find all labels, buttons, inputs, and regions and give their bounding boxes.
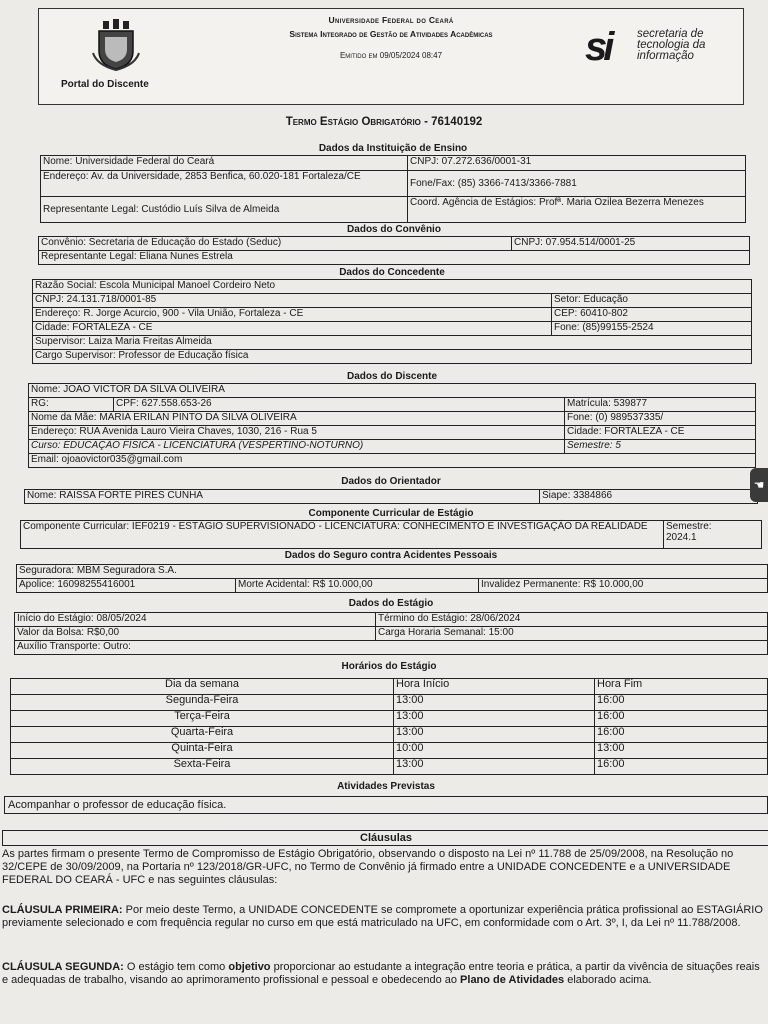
disc-curso: Curso: EDUCAÇÃO FÍSICA - LICENCIATURA (VESPERTINO-NOTURNO): [29, 440, 565, 454]
clausulas-title-box: [2, 830, 768, 846]
est-carga: Carga Horaria Semanal: 15:00: [376, 627, 768, 641]
table-instituicao: [40, 155, 746, 223]
sched-day: Segunda-Feira: [11, 695, 394, 711]
est-bolsa: Valor da Bolsa: R$0,00: [15, 627, 376, 641]
section-title-orientador: Dados do Orientador: [341, 476, 441, 487]
clausula-segunda: [2, 961, 766, 987]
conv-convenio: Convênio: Secretaria de Educação do Estado (Seduc): [39, 237, 512, 251]
sched-end: 16:00: [595, 711, 768, 727]
disc-mae: Nome da Mãe: MARIA ERILAN PINTO DA SILVA OLIVEIRA: [29, 412, 565, 426]
ori-siape: Siape: 3384866: [540, 490, 758, 504]
inst-coord: Coord. Agência de Estágios: Profª. Maria Ozilea Bezerra Menezes: [408, 197, 746, 223]
disc-semestre: Semestre: 5: [565, 440, 756, 454]
table-convenio: [38, 236, 750, 265]
conc-supervisor: Supervisor: Laiza Maria Freitas Almeida: [33, 336, 752, 350]
disc-email: Email: ojoaovictor035@gmail.com: [29, 454, 756, 468]
sched-day: Quarta-Feira: [11, 727, 394, 743]
seg-apolice: Apolice: 16098255416001: [17, 579, 236, 593]
sched-header-end: Hora Fim: [595, 679, 768, 695]
section-title-clausulas: Cláusulas: [360, 832, 412, 844]
inst-representante: Representante Legal: Custódio Luís Silva de Almeida: [41, 197, 408, 223]
section-title-instituicao: Dados da Instituição de Ensino: [318, 143, 468, 154]
conc-cnpj: CNPJ: 24.131.718/0001-85: [33, 294, 552, 308]
ori-nome: Nome: RAISSA FORTE PIRES CUNHA: [25, 490, 540, 504]
clausula-segunda-text3: elaborado acima.: [564, 974, 652, 986]
sched-start: 13:00: [394, 711, 595, 727]
section-title-convenio: Dados do Convênio: [347, 224, 441, 235]
inst-cnpj: CNPJ: 07.272.636/0001-31: [408, 156, 746, 171]
table-estagio: [14, 612, 768, 655]
table-row: [11, 759, 768, 775]
disc-cidade: Cidade: FORTALEZA - CE: [565, 426, 756, 440]
clausula-primeira-text: Por meio deste Termo, a UNIDADE CONCEDENTE se compromete a oportunizar experiência prática profissional ao ESTAGIÁRIO previamente selecionado e com frequência regular no curso em que está matriculado na UFC, em conformidade com o Art. 3º, I, da Lei nº 11.788/2008.: [2, 904, 763, 929]
clausula-segunda-text1: O estágio tem como: [123, 961, 229, 973]
sti-text-line1: secretaria de: [637, 28, 704, 40]
section-title-componente: Componente Curricular de Estágio: [308, 508, 474, 519]
disc-matricula: Matrícula: 539877: [565, 398, 756, 412]
section-title-horarios: Horários do Estágio: [341, 661, 437, 672]
clausula-segunda-bold2: Plano de Atividades: [460, 974, 565, 986]
seg-invalidez: Invalidez Permanente: R$ 10.000,00: [479, 579, 768, 593]
table-row: [11, 711, 768, 727]
clausula-primeira-label: CLÁUSULA PRIMEIRA:: [2, 904, 123, 916]
seg-morte: Morte Acidental: R$ 10.000,00: [236, 579, 479, 593]
system-name: Sistema Integrado de Gestão de Atividades Acadêmicas: [289, 29, 493, 39]
sti-text-line2: tecnologia da: [637, 39, 706, 51]
sched-start: 10:00: [394, 743, 595, 759]
clausula-segunda-label: CLÁUSULA SEGUNDA:: [2, 961, 124, 973]
est-termino: Término do Estágio: 28/06/2024: [376, 613, 768, 627]
disc-endereco: Endereço: RUA Avenida Lauro Vieira Chaves, 1030, 216 - Rua 5: [29, 426, 565, 440]
inst-endereco: Endereço: Av. da Universidade, 2853 Benfica, 60.020-181 Fortaleza/CE: [41, 171, 408, 197]
table-orientador: [24, 489, 758, 504]
emission-date: Emitido em 09/05/2024 08:47: [339, 51, 443, 60]
comp-semestre-label: Semestre:: [666, 521, 712, 532]
section-title-concedente: Dados do Concedente: [339, 267, 445, 278]
sched-day: Sexta-Feira: [11, 759, 394, 775]
comp-semestre-value: 2024.1: [666, 532, 697, 543]
comp-componente: Componente Curricular: IEF0219 - ESTÁGIO SUPERVISIONADO - LICENCIATURA: CONHECIMENTO E INVESTIGAÇÃO DA REALIDADE: [21, 521, 664, 549]
document-title: Termo Estágio Obrigatório - 76140192: [285, 116, 483, 128]
table-row: [11, 743, 768, 759]
seg-seguradora: Seguradora: MBM Seguradora S.A.: [17, 565, 768, 579]
sched-end: 16:00: [595, 727, 768, 743]
university-name: Universidade Federal do Ceará: [328, 15, 454, 25]
sched-start: 13:00: [394, 727, 595, 743]
conv-cnpj: CNPJ: 07.954.514/0001-25: [512, 237, 750, 251]
disc-rg: RG:: [29, 398, 114, 412]
sched-end: 13:00: [595, 743, 768, 759]
conc-cidade: Cidade: FORTALEZA - CE: [33, 322, 552, 336]
inst-fone: Fone/Fax: (85) 3366-7413/3366-7881: [408, 171, 746, 197]
sched-end: 16:00: [595, 695, 768, 711]
sti-text-line3: informação: [637, 50, 694, 62]
table-discente: [28, 383, 756, 468]
table-concedente: [32, 279, 752, 364]
sched-start: 13:00: [394, 759, 595, 775]
conc-razao: Razão Social: Escola Municipal Manoel Cordeiro Neto: [33, 280, 752, 294]
section-title-seguro: Dados do Seguro contra Acidentes Pessoais: [284, 550, 498, 561]
sti-logo: [585, 27, 735, 77]
section-title-estagio: Dados do Estágio: [348, 598, 434, 609]
section-title-discente: Dados do Discente: [346, 371, 438, 382]
conc-cep: CEP: 60410-802: [552, 308, 752, 322]
sched-header-day: Dia da semana: [11, 679, 394, 695]
side-hand-icon[interactable]: ☚: [750, 468, 768, 502]
sched-header-start: Hora Início: [394, 679, 595, 695]
clausula-segunda-bold1: objetivo: [228, 961, 271, 973]
section-title-atividades: Atividades Previstas: [337, 781, 435, 792]
table-seguro: [16, 564, 768, 593]
conc-cargo: Cargo Supervisor: Professor de Educação física: [33, 350, 752, 364]
sched-end: 16:00: [595, 759, 768, 775]
conc-fone: Fone: (85)99155-2524: [552, 322, 752, 336]
clausulas-intro: As partes firmam o presente Termo de Compromisso de Estágio Obrigatório, observando o disposto na Lei nº 11.788 de 25/09/2008, na Resolução no 32/CEPE de 30/09/2009, na Portaria nº 123/2018/GR-UFC, no Termo de Convênio já firmado entre a UNIDADE CONCEDENTE e a UNIVERSIDADE FEDERAL DO CEARÁ - UFC e nas seguintes cláusulas:: [2, 848, 734, 886]
conc-endereco: Endereço: R. Jorge Acurcio, 900 - Vila União, Fortaleza - CE: [33, 308, 552, 322]
ufc-crest-logo: [91, 19, 141, 71]
conc-setor: Setor: Educação: [552, 294, 752, 308]
table-horarios: [10, 678, 768, 775]
atividades-text: Acompanhar o professor de educação física.: [4, 796, 768, 814]
clausula-segunda-text2: proporcionar ao estudante a integração entre teoria e prática, a partir da vivência de situações reais e adequadas de trabalho, visando ao aprimoramento profissional e pessoal e obedecendo ao: [2, 961, 760, 986]
inst-nome: Nome: Universidade Federal do Ceará: [41, 156, 408, 171]
sched-day: Quinta-Feira: [11, 743, 394, 759]
document-header: [38, 8, 744, 105]
table-row: [11, 727, 768, 743]
portal-label: Portal do Discente: [61, 79, 149, 90]
sched-day: Terça-Feira: [11, 711, 394, 727]
sched-start: 13:00: [394, 695, 595, 711]
table-componente: [20, 520, 762, 549]
conv-representante: Representante Legal: Eliana Nunes Estrela: [39, 251, 750, 265]
disc-nome: Nome: JOAO VICTOR DA SILVA OLIVEIRA: [29, 384, 756, 398]
table-row: [11, 695, 768, 711]
est-auxilio: Auxílio Transporte: Outro:: [15, 641, 768, 655]
sti-mark: si: [585, 25, 611, 69]
disc-cpf: CPF: 627.558.653-26: [114, 398, 565, 412]
disc-fone: Fone: (0) 989537335/: [565, 412, 756, 426]
clausula-primeira: [2, 904, 766, 930]
est-inicio: Início do Estágio: 08/05/2024: [15, 613, 376, 627]
